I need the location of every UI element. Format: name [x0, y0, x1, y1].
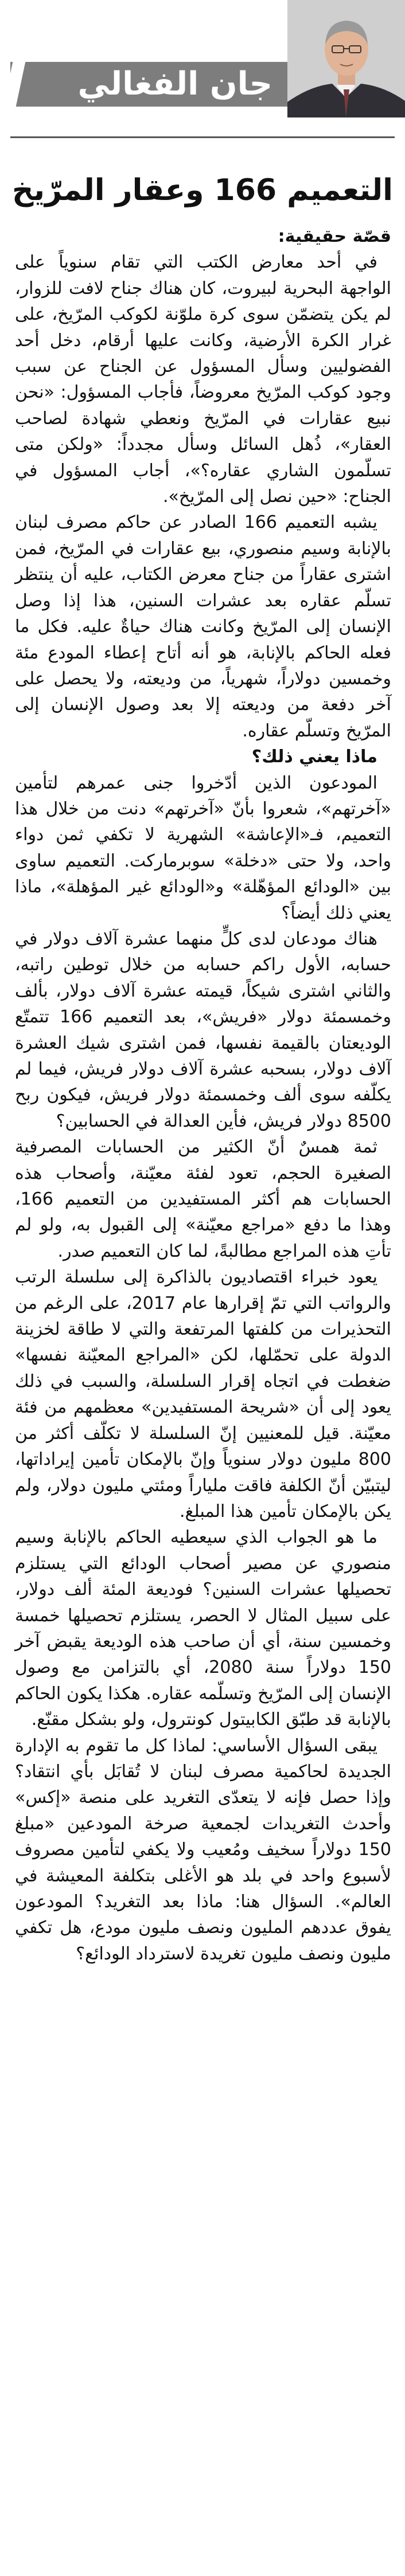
author-photo: [287, 0, 405, 117]
article-paragraph: في أحد معارض الكتب التي تقام سنوياً على الواجهة البحرية لبيروت، كان هناك جناح لافت للزوار، لم يكن يتضمّن سوى كرة ملوّنة لكوكب المرّيخ، على غرار الكرة الأرضية، وكانت عليها أرقام، دخل أحد الفضوليين وسأل المسؤول عن الجناح عن سبب وجود كوكب المرّيخ معروضاً، فأجاب المسؤول: «نحن نبيع عقارات في المرّيخ ونعطي شهادة لصاحب العقار»، ذُهل السائل وسأل مجدداً: «ولكن متى تسلّمون الشاري عقاره؟»، أجاب المسؤول في الجناح: «حين نصل إلى المرّيخ».: [15, 252, 391, 507]
article-title: التعميم 166 وعقار المرّيخ: [12, 172, 393, 207]
article-paragraph: ثمة همسٌ أنّ الكثير من الحسابات المصرفية الصغيرة الحجم، تعود لفئة معيّنة، وأصحاب هذه الحسابات هم أكثر المستفيدين من التعميم 166، وهذا ما دفع «مراجع معيّنة» إلى القبول به، ولو لم تأتِ هذه المراجع مطالبةً، لما كان التعميم صدر.: [15, 1137, 391, 1261]
nameplate-slash-decoration: [3, 62, 26, 107]
article-paragraph: هناك مودعان لدى كلٍّ منهما عشرة آلاف دولار في حسابه، الأول راكم حسابه من خلال توطين راتبه، والثاني اشترى شيكاً، قيمته عشرة آلاف دولار، بألف وخمسمئة دولار «فريش»، بعد التعميم 166 تتمتّع الوديعتان بالقيمة نفسها، فمن اشترى شيك العشرة آلاف دولار، بسحبه عشرة آلاف دولار فريش، فيما لم يكلّفه سوى ألف وخمسمئة دولار فريش، فيكون ربح 8500 دولار فريش، فأين العدالة في الحسابين؟: [15, 928, 391, 1131]
author-name: جان الفغالي: [77, 65, 272, 103]
article-paragraph: المودعون الذين أدّخروا جنى عمرهم لتأمين «آخرتهم»، شعروا بأنّ «آخرتهم» دنت من خلال هذا التعميم، فـ«الإعاشة» الشهرية لا تكفي ثمن دواء واحد، ولا حتى «دخلة» سوبرماركت. التعميم ساوى بين «الودائع المؤهّلة» و«الودائع غير المؤهلة»، ماذا يعني ذلك أيضاً؟: [15, 773, 391, 923]
lead-label: قصّة حقيقية:: [278, 226, 391, 246]
article-paragraph: يعود خبراء اقتصاديون بالذاكرة إلى سلسلة الرتب والرواتب التي تمّ إقرارها عام 2017، على الرغم من التحذيرات من كلفتها المرتفعة والتي لا طاقة لخزينة الدولة على تحمّلها، لكن «المراجع المعيّنة نفسها» ضغطت في اتجاه إقرار السلسلة، والسبب في ذلك يعود إلى أن «شريحة المستفيدين» معظمهم من فئة معيّنة. قيل للمعنيين إنّ السلسلة لا تكلّف أكثر من 800 مليون دولار سنوياً وإنّ بالإمكان تأمين إيراداتها، ليتبيّن أنّ الكلفة فاقت ملياراً ومئتي مليون دولار، ولم يكن بالإمكان تأمين هذا المبلغ.: [15, 1267, 391, 1522]
author-nameplate: [10, 62, 287, 107]
column-header: [0, 0, 405, 117]
header-divider: [10, 136, 395, 138]
article-paragraph: يبقى السؤال الأساسي: لماذا كل ما تقوم به الإدارة الجديدة لحاكمية مصرف لبنان لا تُقابَل بأي انتقاد؟ وإذا حصل فإنه لا يتعدّى التغريد على منصة «إكس» وأحدث التغريدات لجمعية صرخة المودعين «مبلغ 150 دولاراً سخيف ومُعيب ولا يكفي لتأمين مصروف لأسبوع واحد في بلد هو الأغلى بتكلفة المعيشة في العالم». السؤال هنا: ماذا بعد التغريد؟ المودعون يفوق عددهم المليون ونصف مليون مودع، هل تكفي مليون ونصف مليون تغريدة لاسترداد الودائع؟: [15, 1735, 391, 1964]
author-portrait-icon: [287, 0, 405, 117]
subheading-question: ماذا يعني ذلك؟: [251, 747, 377, 767]
article-paragraph: ما هو الجواب الذي سيعطيه الحاكم بالإنابة وسيم منصوري عن مصير أصحاب الودائع التي يستلزم تحصيلها عشرات السنين؟ فوديعة المئة ألف دولار، على سبيل المثال لا الحصر، يستلزم تحصيلها خمسة وخمسين سنة، أي أن صاحب هذه الوديعة يقبض آخر 150 دولاراً سنة 2080، أي بالتزامن مع وصول الإنسان إلى المرّيخ وتسلّمه عقاره. هكذا يكون الحاكم بالإنابة قد طبّق الكابيتول كونترول، ولو بشكل مقنّع.: [15, 1527, 391, 1730]
article-body: [15, 224, 391, 2565]
article-paragraph: يشبه التعميم 166 الصادر عن حاكم مصرف لبنان بالإنابة وسيم منصوري، بيع عقارات في المرّيخ، فمن اشترى عقاراً من جناح معرض الكتاب، عليه أن ينتظر تسلّم عقاره بعد عشرات السنين، هذا إذا وصل الإنسان إلى المرّيخ وكانت هناك حياةٌ عليه. فكل ما فعله الحاكم بالإنابة، هو أنه أتاح إعطاء المودع مئة وخمسين دولاراً، شهرياً، من وديعته، ولا يحصل على آخر دفعة من وديعته إلا بعد وصول الإنسان إلى المرّيخ وتسلّم عقاره.: [15, 512, 391, 741]
